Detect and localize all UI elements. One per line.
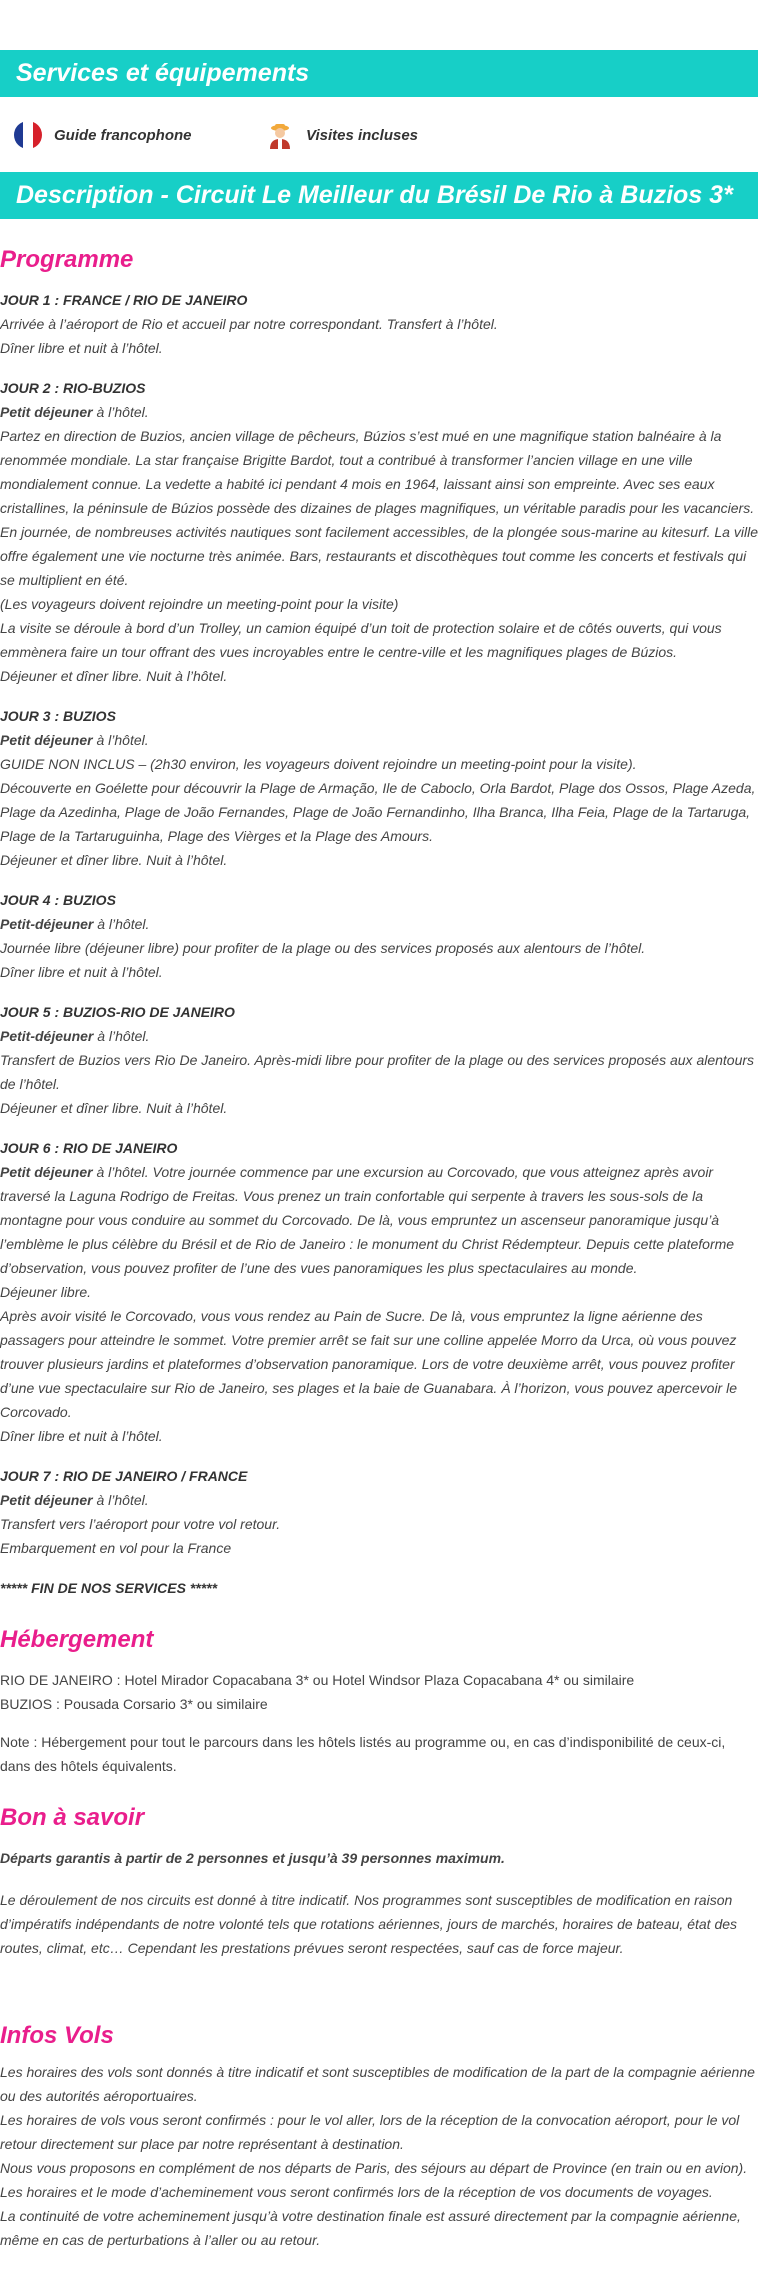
services-band — [0, 50, 758, 97]
meal-rest: à l’hôtel. — [92, 732, 149, 748]
day-line: Déjeuner et dîner libre. Nuit à l’hôtel. — [0, 852, 228, 868]
vols-line: Les horaires de vols vous seront confirmés : pour le vol aller, lors de la réception de la convocation aéroport, pour le vol retour directement sur place par notre représentant à destination. — [0, 2112, 740, 2152]
meal-label: Petit-déjeuner — [0, 916, 94, 932]
day-first-line — [0, 1024, 758, 1048]
day-line: Partez en direction de Buzios, ancien village de pêcheurs, Búzios s’est mué en une magnifique station balnéaire à la renommée mondiale. La star française Brigitte Bardot, tout a contribué à transformer l’ancien village en une ville mondialement connue. La vedette a habité ici pendant 4 mois en 1964, laissant ainsi son empreinte. Avec ses eaux cristallines, la péninsule de Búzios possède des dizaines de plages magnifiques, un véritable paradis pour les vacanciers. En journée, de nombreuses activités nautiques sont facilement accessibles, de la plongée sous-marine au kitesurf. La ville offre également une vie nocturne très animée. Bars, restaurants et discothèques tout comme les concerts et festivals qui se multiplient en été. — [0, 428, 758, 588]
day-5 — [0, 1000, 758, 1120]
day-3 — [0, 704, 758, 872]
day-line: Embarquement en vol pour la France — [0, 1540, 232, 1556]
day-first-line — [0, 1160, 758, 1280]
day-line: Déjeuner et dîner libre. Nuit à l’hôtel. — [0, 1100, 228, 1116]
day-title: JOUR 2 : RIO-BUZIOS — [0, 380, 146, 396]
description-title: Description - Circuit Le Meilleur du Brésil De Rio à Buzios 3* — [16, 181, 733, 209]
day-7 — [0, 1464, 758, 1560]
bon-a-savoir-heading: Bon à savoir — [0, 1804, 145, 1831]
french-flag-icon — [14, 121, 42, 149]
day-line: Déjeuner libre. — [0, 1284, 92, 1300]
meal-label: Petit déjeuner — [0, 404, 93, 420]
infos-vols-heading: Infos Vols — [0, 2022, 114, 2049]
feature-visits — [266, 121, 418, 149]
hebergement-note: Note : Hébergement pour tout le parcours dans les hôtels listés au programme ou, en cas d’indisponibilité de ceux-ci, dans des hôtels équivalents. — [0, 1734, 726, 1774]
day-line: Dîner libre et nuit à l’hôtel. — [0, 340, 163, 356]
meal-rest: à l’hôtel. Votre journée commence par une excursion au Corcovado, que vous atteignez après avoir traversé la Laguna Rodrigo de Freitas. Vous prenez un train confortable qui serpente à travers les sous-sols de la montagne pour vous conduire au sommet du Corcovado. De là, vous empruntez un ascenseur panoramique jusqu’à l’emblème le plus célèbre du Brésil et de Rio de Janeiro : le monument du Christ Rédempteur. Depuis cette plateforme d’observation, vous pouvez profiter de l’une des vues panoramiques les plus spectaculaires au monde. — [0, 1164, 735, 1276]
vols-line: Nous vous proposons en complément de nos départs de Paris, des séjours au départ de Province (en train ou en avion). — [0, 2160, 748, 2176]
hotel-line: RIO DE JANEIRO : Hotel Mirador Copacabana 3* ou Hotel Windsor Plaza Copacabana 4* ou similaire — [0, 1672, 635, 1688]
infos-vols-section — [0, 2022, 758, 2252]
day-title: JOUR 1 : FRANCE / RIO DE JANEIRO — [0, 292, 248, 308]
day-line: Découverte en Goélette pour découvrir la Plage de Armação, Ile de Caboclo, Orla Bardot, Plage dos Ossos, Plage Azeda, Plage da Azedinha, Plage de João Fernandes, Plage de João Fernandinho, Ilha Branca, Ilha Feia, Plage de la Tartaruga, Plage de la Tartaruguinha, Plage des Vièrges et la Plage des Amours. — [0, 780, 756, 844]
day-2 — [0, 376, 758, 688]
day-title: JOUR 3 : BUZIOS — [0, 708, 116, 724]
day-line: Après avoir visité le Corcovado, vous vous rendez au Pain de Sucre. De là, vous empruntez la ligne aérienne des passagers pour atteindre le sommet. Votre premier arrêt se fait sur une colline appelée Morro da Urca, où vous pouvez trouver plusieurs jardins et plateformes d’observation panoramique. Lors de votre deuxième arrêt, vous pouvez profiter d’une vue spectaculaire sur Rio de Janeiro, ses plages et la baie de Guanabara. À l’horizon, vous pouvez apercevoir le Corcovado. — [0, 1308, 737, 1420]
day-line: Déjeuner et dîner libre. Nuit à l’hôtel. — [0, 668, 228, 684]
day-1 — [0, 288, 758, 360]
feature-guide — [14, 121, 266, 149]
tour-guide-icon — [266, 121, 294, 149]
services-features — [0, 97, 758, 172]
day-first-line — [0, 1488, 758, 1512]
meal-label: Petit-déjeuner — [0, 1028, 94, 1044]
services-title: Services et équipements — [16, 59, 310, 87]
hotel-line: BUZIOS : Pousada Corsario 3* ou similaire — [0, 1696, 268, 1712]
day-title: JOUR 7 : RIO DE JANEIRO / FRANCE — [0, 1468, 248, 1484]
meal-rest: à l’hôtel. — [92, 404, 149, 420]
day-line: Dîner libre et nuit à l’hôtel. — [0, 1428, 163, 1444]
day-first-line — [0, 400, 758, 424]
day-line: Arrivée à l’aéroport de Rio et accueil par notre correspondant. Transfert à l’hôtel. — [0, 316, 498, 332]
day-title: JOUR 5 : BUZIOS-RIO DE JANEIRO — [0, 1004, 235, 1020]
day-line: GUIDE NON INCLUS – (2h30 environ, les voyageurs doivent rejoindre un meeting-point pour la visite). — [0, 756, 637, 772]
day-line: Transfert vers l’aéroport pour votre vol retour. — [0, 1516, 281, 1532]
programme-heading: Programme — [0, 246, 134, 273]
bon-a-savoir-text: Le déroulement de nos circuits est donné à titre indicatif. Nos programmes sont susceptibles de modification en raison d’impératifs indépendants de notre volonté tels que rotations aériennes, jours de marchés, horaires de bateau, état des routes, climat, etc… Cependant les prestations prévues seront respectées, sauf cas de force majeur. — [0, 1892, 738, 1956]
day-line: Transfert de Buzios vers Rio De Janeiro. Après-midi libre pour profiter de la plage ou des services proposés aux alentours de l’hôtel. — [0, 1052, 755, 1092]
vols-line: La continuité de votre acheminement jusqu’à votre destination finale est assuré directement par la compagnie aérienne, même en cas de perturbations à l’aller ou au retour. — [0, 2208, 741, 2248]
bon-a-savoir-section — [0, 1804, 758, 1960]
departs-text: Départs garantis à partir de 2 personnes et jusqu’à 39 personnes maximum. — [0, 1850, 505, 1866]
meal-label: Petit déjeuner — [0, 1164, 93, 1180]
vols-line: Les horaires des vols sont donnés à titre indicatif et sont susceptibles de modification de la part de la compagnie aérienne ou des autorités aéroportuaires. — [0, 2064, 755, 2104]
meal-rest: à l’hôtel. — [93, 1028, 150, 1044]
meal-label: Petit déjeuner — [0, 732, 93, 748]
day-first-line — [0, 912, 758, 936]
end-note: ***** FIN DE NOS SERVICES ***** — [0, 1580, 218, 1596]
meal-rest: à l’hôtel. — [92, 1492, 149, 1508]
meal-label: Petit déjeuner — [0, 1492, 93, 1508]
day-line: (Les voyageurs doivent rejoindre un meeting-point pour la visite) — [0, 596, 399, 612]
day-title: JOUR 4 : BUZIOS — [0, 892, 116, 908]
hebergement-heading: Hébergement — [0, 1626, 154, 1653]
feature-visits-label: Visites incluses — [306, 126, 419, 144]
hebergement-section — [0, 1626, 758, 1778]
vols-line: Les horaires et le mode d’acheminement vous seront confirmés lors de la réception de vos documents de voyages. — [0, 2184, 713, 2200]
day-6 — [0, 1136, 758, 1448]
day-title: JOUR 6 : RIO DE JANEIRO — [0, 1140, 178, 1156]
day-line: La visite se déroule à bord d’un Trolley, un camion équipé d’un toit de protection solaire et de côtés ouverts, qui vous emmènera faire un tour offrant des vues incroyables entre le centre-ville et les magnifiques plages de Búzios. — [0, 620, 722, 660]
feature-guide-label: Guide francophone — [54, 126, 192, 144]
programme-section — [0, 246, 758, 1600]
meal-rest: à l’hôtel. — [93, 916, 150, 932]
day-first-line — [0, 728, 758, 752]
day-line: Dîner libre et nuit à l’hôtel. — [0, 964, 163, 980]
description-band — [0, 172, 758, 219]
day-line: Journée libre (déjeuner libre) pour profiter de la plage ou des services proposés aux alentours de l’hôtel. — [0, 940, 646, 956]
day-4 — [0, 888, 758, 984]
